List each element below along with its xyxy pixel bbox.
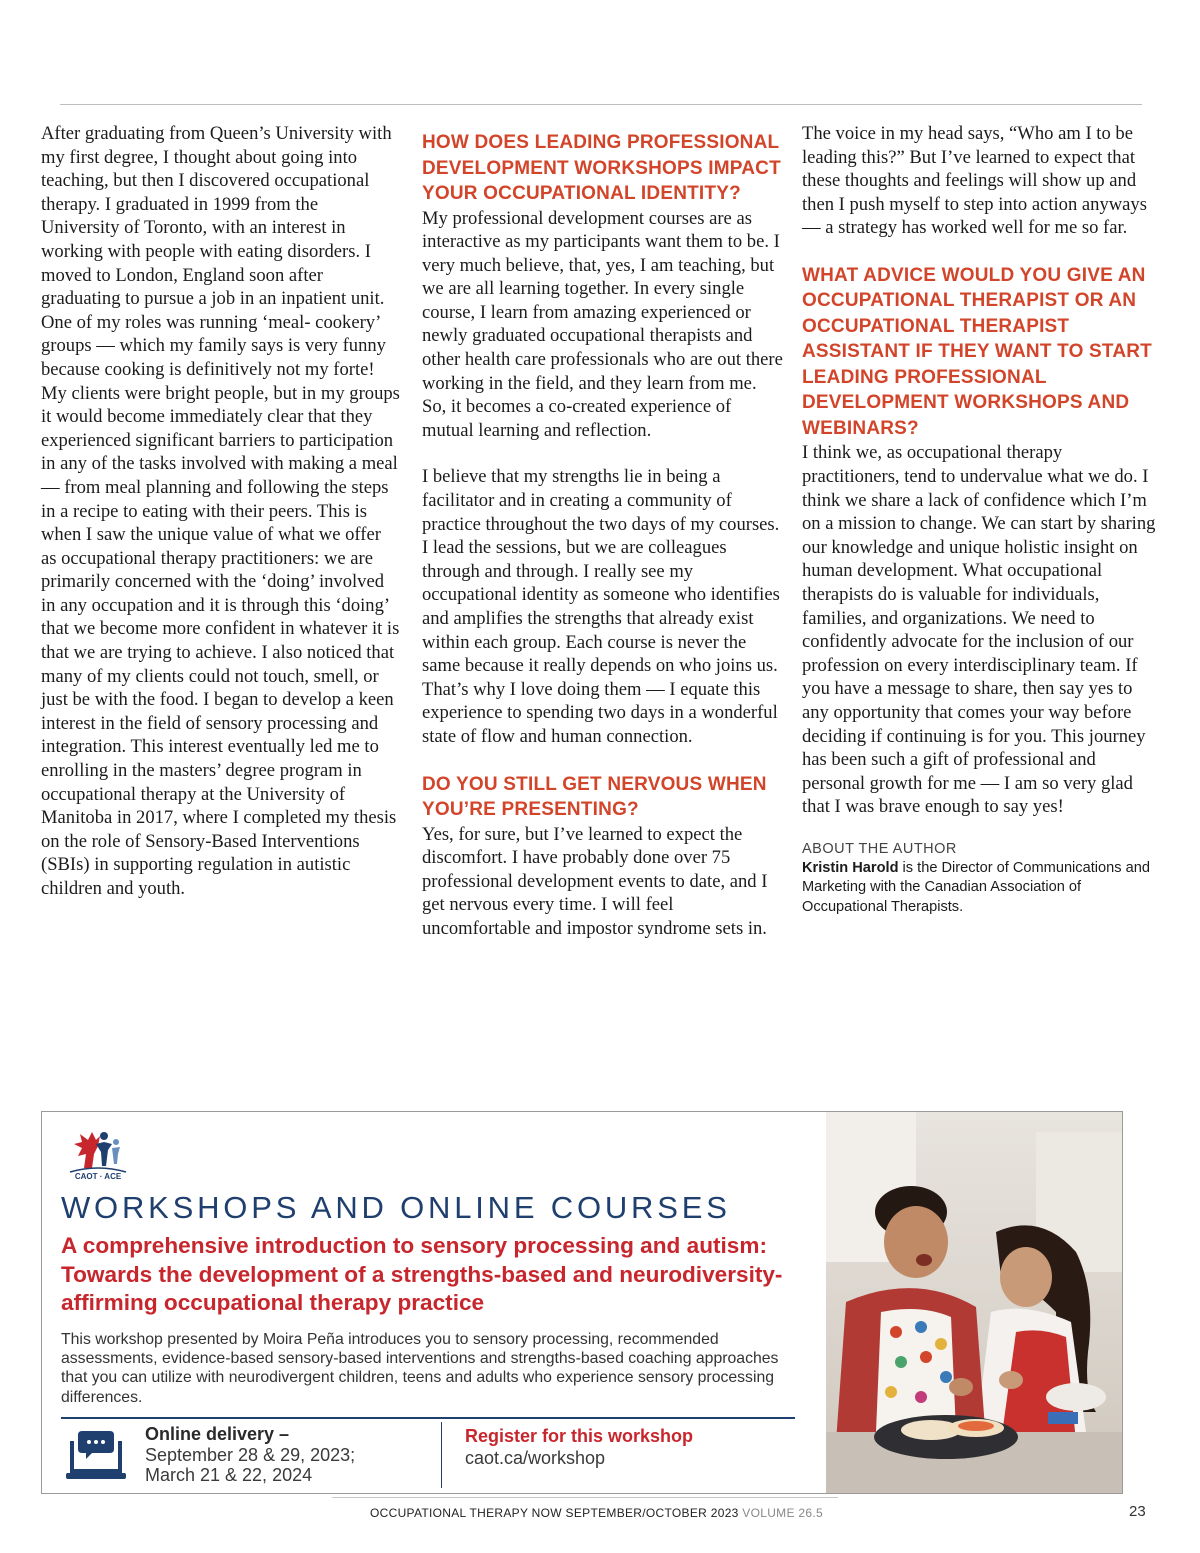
magazine-name: OCCUPATIONAL THERAPY NOW (370, 1506, 562, 1520)
col3-paragraph-1: The voice in my head says, “Who am I to be leading this?” But I’ve learned to expect that these thoughts and feelings will show up and then I push myself to step into action anyways — a strategy has worked well for me so far. (802, 123, 1147, 239)
author-bio (802, 859, 1158, 918)
delivery-date-1: September 28 & 29, 2023; (145, 1444, 356, 1465)
col2-paragraph-1: My professional development courses are as interactive as my participants want them to be. I very much believe, that, yes, I am teaching, but we are all learning together. In every single course, I learn from amazing experienced or newly graduated occupational therapists and other health care professionals who are out there working in the field, and they learn from me. So, it becomes a co-created experience of mutual learning and reflection. (422, 207, 783, 441)
register-label[interactable]: Register for this workshop (465, 1426, 694, 1446)
delivery-title: Online delivery – (145, 1424, 290, 1444)
delivery-info (145, 1424, 435, 1486)
logo-text: CAOT · ACE (74, 1172, 122, 1181)
article-column-1 (41, 122, 401, 901)
author-bio-text: is the Director of Communications and Marketing with the Canadian Association of Occupational Therapists. (802, 859, 1150, 915)
ad-description: This workshop presented by Moira Peña introduces you to sensory processing, recommended assessments, evidence-based sensory-based interventions and strengths-based coaching approaches that you can utilize with neurodivergent children, teens and adults who experience sensory processing differences. (61, 1331, 779, 1406)
question-heading-1: HOW DOES LEADING PROFESSIONAL DEVELOPMENT WORKSHOPS IMPACT YOUR OCCUPATIONAL IDENTITY? (422, 132, 781, 204)
ad-divider (61, 1417, 795, 1419)
laptop-chat-icon (64, 1427, 128, 1483)
workshop-advertisement[interactable] (41, 1111, 1123, 1494)
page-number: 23 (1129, 1503, 1146, 1520)
footer-divider (332, 1497, 838, 1498)
ad-title: WORKSHOPS AND ONLINE COURSES (61, 1190, 731, 1225)
register-info[interactable] (465, 1425, 795, 1469)
ad-vertical-divider (441, 1422, 442, 1488)
col1-paragraph-1: After graduating from Queen’s University with my first degree, I thought about going into teaching, but then I discovered occupational therapy. I graduated in 1999 from the University of Toronto, with an interest in working with people with eating disorders. I moved to London, England soon after graduating to pursue a job in an inpatient unit. One of my roles was running ‘meal- cookery’ groups — which my family says is very funny because cooking is definitively not my forte! My clients were bright people, but in my groups it would become immediately clear that they experienced significant barriers to participation in any of the tasks involved with making a meal — from meal planning and following the steps in a recipe to eating with their peers. This is when I saw the unique value of what we offer as occupational therapy practitioners: we are primarily concerned with the ‘doing’ involved in any occupation and it is through this ‘doing’ that we become more confident in whatever it is that we are trying to achieve. I also noticed that many of my clients could not touch, smell, or just be with the food. I began to develop a keen interest in the field of sensory processing and integration. This interest eventually led me to enrolling in the masters’ degree program in occupational therapy at the University of Manitoba in 2017, where I completed my thesis on the role of Sensory-Based Interventions (SBIs) in supporting regulation in autistic children and youth. (41, 123, 400, 899)
article-column-3 (802, 122, 1158, 917)
ad-subtitle: A comprehensive introduction to sensory processing and autism: Towards the development of a strengths-based and neurodiversity-affirming occupational therapy practice (61, 1233, 783, 1315)
delivery-date-2: March 21 & 22, 2024 (145, 1465, 313, 1485)
col3-paragraph-2: I think we, as occupational therapy practitioners, tend to undervalue what we do. I think we share a lack of confidence which I’m on a mission to change. We can start by sharing our knowledge and unique holistic insight on human development. What occupational therapists do is valuable for individuals, families, and organizations. We need to confidently advocate for the inclusion of our profession on every interdisciplinary team. If you have a message to share, then say yes to any opportunity that comes your way before deciding if continuing is for you. This journey has been such a gift of professional and personal growth for me — I am so very glad that I was brave enough to say yes! (802, 442, 1156, 818)
article-column-2 (422, 122, 784, 941)
question-heading-3: WHAT ADVICE WOULD YOU GIVE AN OCCUPATIONAL THERAPIST OR AN OCCUPATIONAL THERAPIST ASSISTANT IF THEY WANT TO START LEADING PROFESSIONAL DEVELOPMENT WORKSHOPS AND WEBINARS? (802, 264, 1152, 439)
children-cooking-photo (826, 1112, 1122, 1493)
author-name: Kristin Harold (802, 859, 899, 876)
volume: VOLUME 26.5 (742, 1506, 823, 1520)
ad-content (42, 1112, 824, 1493)
question-heading-2: DO YOU STILL GET NERVOUS WHEN YOU’RE PRESENTING? (422, 773, 767, 821)
issue-date: SEPTEMBER/OCTOBER 2023 (565, 1506, 739, 1520)
col2-paragraph-3: Yes, for sure, but I’ve learned to expect the discomfort. I have probably done over 75 professional development events to date, and I get nervous every time. I will feel uncomfortable and impostor syndrome sets in. (422, 823, 768, 939)
register-link[interactable]: caot.ca/workshop (465, 1448, 606, 1468)
footer (370, 1506, 823, 1520)
col2-paragraph-2: I believe that my strengths lie in being a facilitator and in creating a community of practice throughout the two days of my courses. I lead the sessions, but we are colleagues through and through. I really see my occupational identity as someone who identifies and amplifies the strengths that already exist within each group. Each course is never the same because it really depends on who joins us. That’s why I love doing them — I equate this experience to spending two days in a wonderful state of flow and human connection. (422, 466, 780, 747)
top-divider (60, 104, 1142, 105)
about-author-label: ABOUT THE AUTHOR (802, 840, 957, 857)
